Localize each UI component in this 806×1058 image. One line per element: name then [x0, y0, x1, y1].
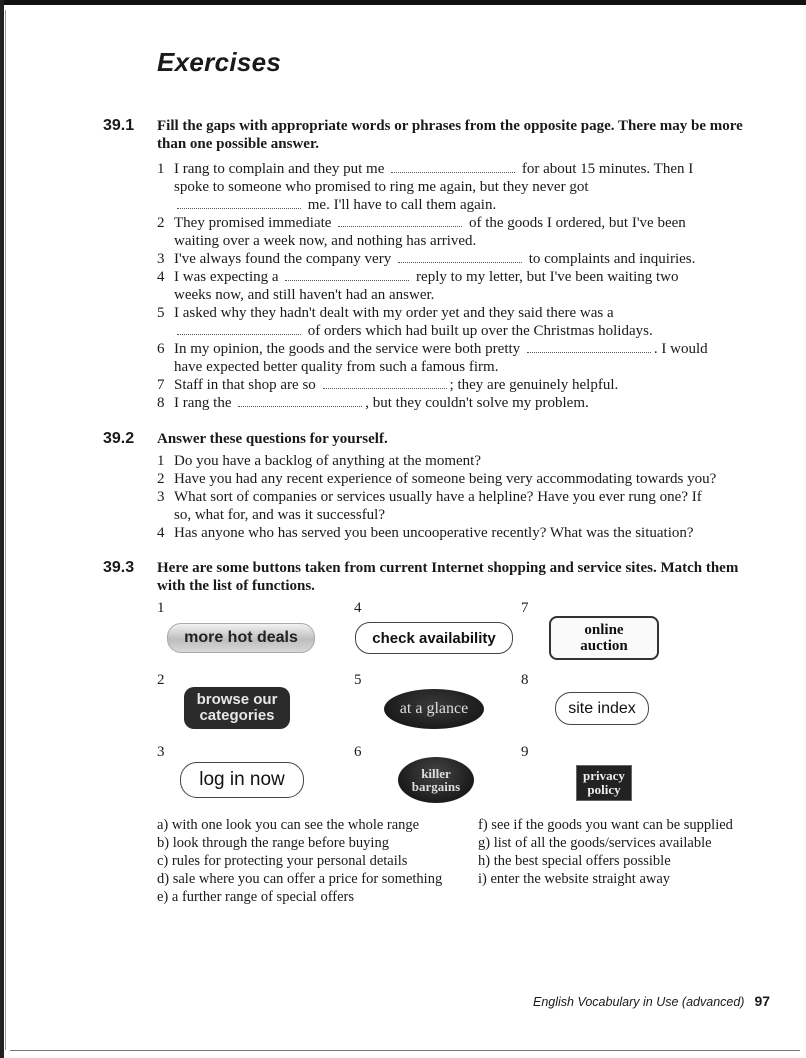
item-line: of orders which had built up over the Christmas holidays. — [174, 322, 757, 340]
page-top-border — [0, 0, 806, 5]
item-line: I rang the , but they couldn't solve my problem. — [174, 395, 589, 411]
function-item: h) the best special offers possible — [478, 853, 671, 869]
gap-blank[interactable] — [338, 216, 462, 227]
item-number: 5 — [157, 305, 165, 321]
button-number-8: 8 — [521, 672, 529, 688]
item-number: 2 — [157, 471, 165, 487]
item-line: weeks now, and still haven't had an answer. — [174, 287, 435, 303]
item-number: 3 — [157, 251, 165, 267]
exercise-item — [157, 470, 757, 488]
functions-list-right — [478, 816, 733, 888]
section-number: 39.2 — [103, 430, 135, 447]
gap-blank[interactable] — [238, 396, 362, 407]
functions-list-left — [157, 816, 442, 906]
button-number-4: 4 — [354, 600, 362, 616]
page-left-border — [0, 0, 4, 1058]
page-left-shadow — [5, 10, 6, 1050]
item-line: In my opinion, the goods and the service were both pretty . I would — [174, 341, 708, 357]
item-number: 6 — [157, 341, 165, 357]
section-number: 39.1 — [103, 117, 135, 134]
exercise-item — [157, 452, 757, 470]
item-line: have expected better quality from such a famous firm. — [174, 359, 499, 375]
exercise-item — [157, 340, 757, 376]
browse-our-categories-button[interactable]: browse our categories — [184, 687, 290, 729]
item-line: They promised immediate of the goods I ordered, but I've been — [174, 215, 686, 231]
button-number-5: 5 — [354, 672, 362, 688]
section-number: 39.3 — [103, 559, 135, 576]
function-item: g) list of all the goods/services available — [478, 835, 712, 851]
exercise-item — [157, 250, 757, 268]
exercise-item — [157, 304, 757, 340]
exercise-item — [157, 376, 757, 394]
gap-blank[interactable] — [398, 252, 522, 263]
killer-bargains-button[interactable]: killer bargains — [398, 757, 474, 803]
gap-blank[interactable] — [177, 324, 301, 335]
section-instruction: Fill the gaps with appropriate words or phrases from the opposite page. There may be more than one possible answer. — [157, 118, 743, 152]
page-footer — [533, 993, 770, 1009]
online-auction-button[interactable]: online auction — [549, 616, 659, 660]
item-line: I asked why they hadn't dealt with my order yet and they said there was a — [174, 305, 614, 321]
item-number: 2 — [157, 215, 165, 231]
item-number: 8 — [157, 395, 165, 411]
function-item: d) sale where you can offer a price for something — [157, 871, 443, 887]
function-item: i) enter the website straight away — [478, 871, 671, 887]
log-in-now-button[interactable]: log in now — [180, 762, 304, 798]
item-line: spoke to someone who promised to ring me again, but they never got — [174, 179, 589, 195]
item-line: Has anyone who has served you been uncooperative recently? What was the situation? — [174, 525, 694, 541]
gap-blank[interactable] — [391, 162, 515, 173]
gap-blank[interactable] — [323, 378, 447, 389]
book-title: English Vocabulary in Use (advanced) — [533, 995, 745, 1009]
exercise-39-1-items — [157, 160, 757, 412]
function-item: a) with one look you can see the whole range — [157, 817, 420, 833]
exercise-item — [157, 268, 757, 304]
item-number: 4 — [157, 269, 165, 285]
function-item: b) look through the range before buying — [157, 835, 389, 851]
exercise-item — [157, 524, 757, 542]
button-number-2: 2 — [157, 672, 165, 688]
item-line: I've always found the company very to complaints and inquiries. — [174, 251, 696, 267]
exercise-item — [157, 160, 757, 214]
item-number: 3 — [157, 489, 165, 505]
exercise-item — [157, 394, 757, 412]
button-number-6: 6 — [354, 744, 362, 760]
section-instruction: Answer these questions for yourself. — [157, 431, 388, 447]
item-line: Have you had any recent experience of someone being very accommodating towards you? — [174, 471, 717, 487]
item-line: me. I'll have to call them again. — [174, 196, 757, 214]
at-a-glance-button[interactable]: at a glance — [384, 689, 484, 729]
privacy-policy-button[interactable]: privacy policy — [576, 765, 632, 801]
item-number: 1 — [157, 453, 165, 469]
button-number-9: 9 — [521, 744, 529, 760]
function-item: e) a further range of special offers — [157, 889, 354, 905]
page-number: 97 — [754, 993, 771, 1009]
more-hot-deals-button[interactable]: more hot deals — [167, 623, 315, 653]
item-number: 4 — [157, 525, 165, 541]
gap-blank[interactable] — [285, 270, 409, 281]
item-line: I was expecting a reply to my letter, but I've been waiting two — [174, 269, 679, 285]
function-item: c) rules for protecting your personal details — [157, 853, 408, 869]
site-index-button[interactable]: site index — [555, 692, 649, 725]
item-number: 7 — [157, 377, 165, 393]
button-number-3: 3 — [157, 744, 165, 760]
section-instruction: Here are some buttons taken from current Internet shopping and service sites. Match them with the list of functions. — [157, 560, 739, 594]
button-number-7: 7 — [521, 600, 529, 616]
exercise-item — [157, 214, 757, 250]
item-line: Staff in that shop are so ; they are genuinely helpful. — [174, 377, 619, 393]
gap-blank[interactable] — [177, 198, 301, 209]
item-line: waiting over a week now, and nothing has arrived. — [174, 233, 477, 249]
item-line: Do you have a backlog of anything at the moment? — [174, 453, 481, 469]
function-item: f) see if the goods you want can be supplied — [478, 817, 733, 833]
item-line: What sort of companies or services usually have a helpline? Have you ever rung one? If — [174, 489, 702, 505]
check-availability-button[interactable]: check availability — [355, 622, 513, 654]
item-line: so, what for, and was it successful? — [174, 507, 386, 523]
exercise-39-2-items — [157, 452, 757, 542]
button-number-1: 1 — [157, 600, 165, 616]
page-title: Exercises — [157, 47, 282, 77]
exercise-item — [157, 488, 757, 524]
item-line: I rang to complain and they put me for about 15 minutes. Then I — [174, 161, 694, 177]
page-bottom-edge — [10, 1050, 800, 1051]
gap-blank[interactable] — [527, 342, 651, 353]
item-number: 1 — [157, 161, 165, 177]
